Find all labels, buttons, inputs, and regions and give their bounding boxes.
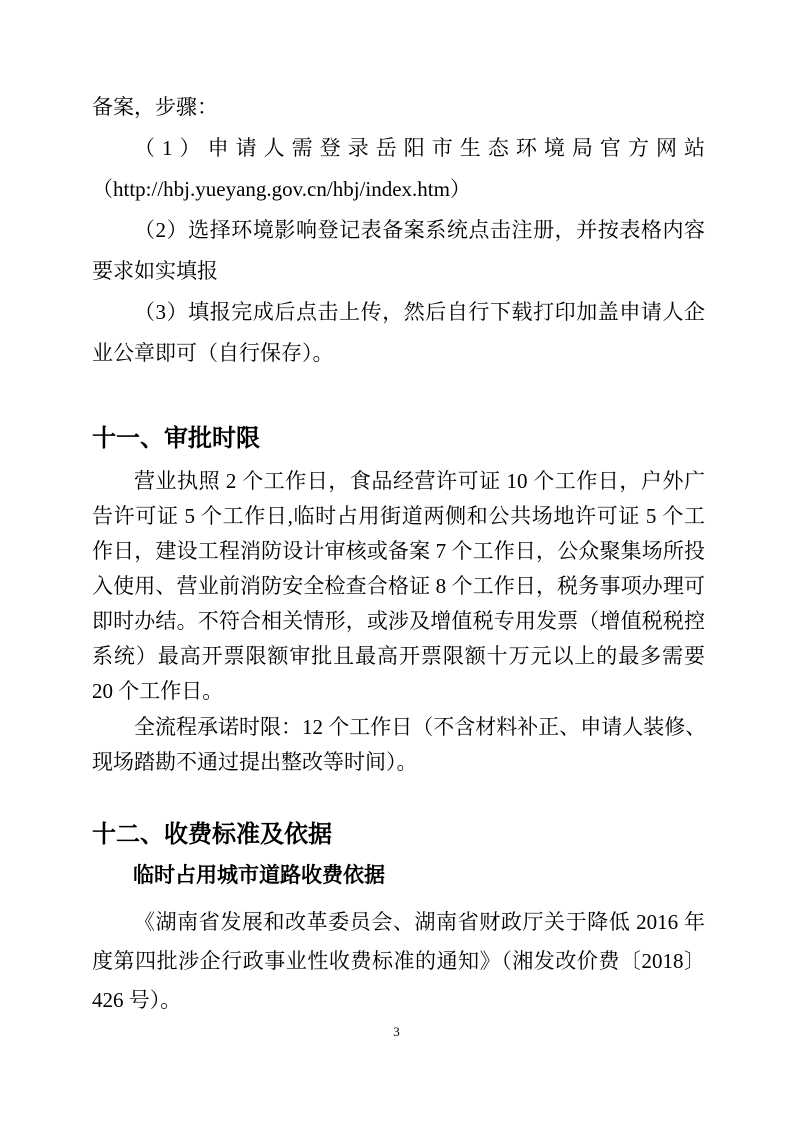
paragraph-line: 20 个工作日。	[92, 679, 224, 703]
paragraph-line: 营业执照 2 个工作日，食品经营许可证 10 个工作日，户外广	[134, 469, 705, 493]
paragraph-line: 作日，建设工程消防设计审核或备案 7 个工作日，公众聚集场所投	[92, 539, 705, 563]
page-number: 3	[393, 1024, 400, 1039]
heading-text: 十一、审批时限	[92, 425, 260, 452]
heading-text: 十二、收费标准及依据	[92, 821, 332, 848]
paragraph-line: 备案，步骤：	[92, 95, 218, 119]
paragraph-line: 《湖南省发展和改革委员会、湖南省财政厅关于降低 2016 年	[134, 910, 705, 934]
paragraph-line: （2）选择环境影响登记表备案系统点击注册，并按表格内容	[134, 218, 705, 242]
section-12-paragraph-1	[92, 903, 705, 1020]
section-11-heading	[92, 423, 705, 454]
paragraph-line: 入使用、营业前消防安全检查合格证 8 个工作日，税务事项办理可	[92, 574, 705, 598]
paragraph-line: 告许可证 5 个工作日,临时占用街道两侧和公共场地许可证 5 个工	[92, 504, 705, 528]
section-11-paragraph-2	[92, 710, 705, 780]
paragraph-line-url: （http://hbj.yueyang.gov.cn/hbj/index.htm）	[92, 177, 471, 201]
paragraph-line: 业公章即可（自行保存）。	[92, 341, 334, 365]
intro-block	[92, 87, 705, 374]
section-12-subheading	[92, 861, 705, 890]
paragraph-line: 度第四批涉企行政事业性收费标准的通知》（湘发改价费〔2018〕	[92, 949, 705, 973]
section-11-paragraph-1	[92, 464, 705, 709]
paragraph-line: （1）申请人需登录岳阳市生态环境局官方网站	[134, 136, 705, 160]
paragraph-line: 即时办结。不符合相关情形，或涉及增值税专用发票（增值税税控	[92, 609, 705, 633]
paragraph-line: 全流程承诺时限：12 个工作日（不含材料补正、申请人装修、	[134, 715, 707, 739]
paragraph-line: 现场踏勘不通过提出整改等时间）。	[92, 750, 418, 774]
section-12-heading	[92, 819, 705, 850]
subheading-text: 临时占用城市道路收费依据	[133, 864, 385, 887]
paragraph-line: 要求如实填报	[92, 259, 218, 283]
paragraph-line: 426 号）。	[92, 988, 182, 1012]
paragraph-line: （3）填报完成后点击上传，然后自行下载打印加盖申请人企	[134, 300, 705, 324]
paragraph-line: 系统）最高开票限额审批且最高开票限额十万元以上的最多需要	[92, 644, 705, 668]
